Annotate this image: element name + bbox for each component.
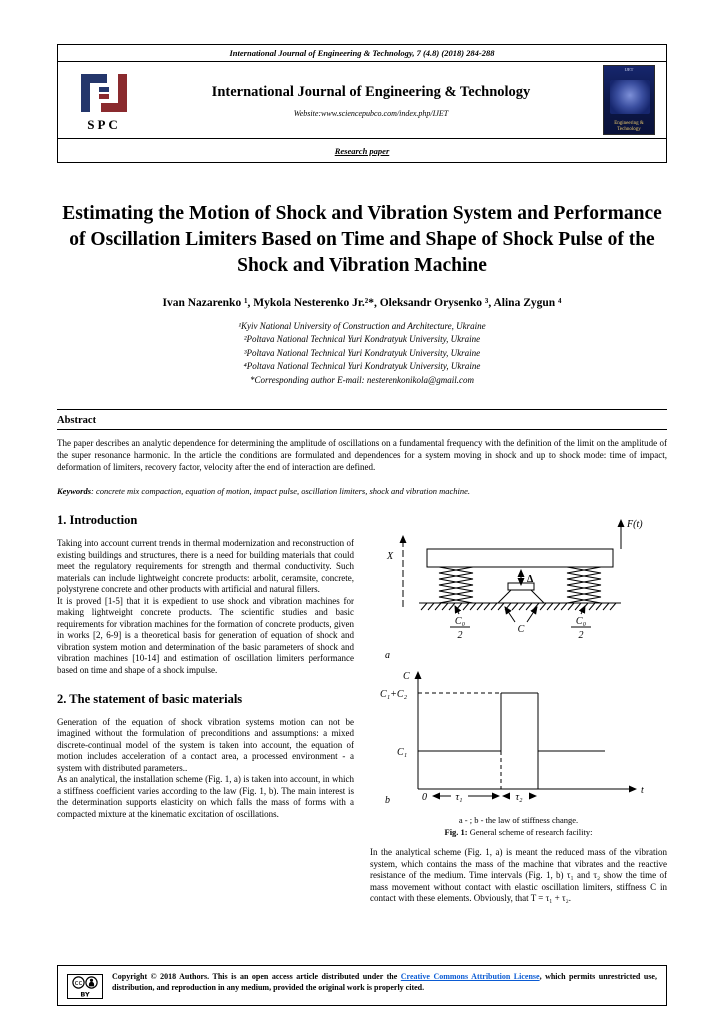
affiliations [57,320,667,388]
cc-by-text: BY [80,990,90,999]
copyright-text-after: , which permits unrestricted use, distribution, and reproduction in any medium, provided the original work is properly cited. [112,972,657,992]
left-stiffness-numerator: C₀ [454,616,465,628]
abstract-divider [57,429,667,430]
journal-title: International Journal of Engineering & Technology [211,84,531,100]
corresponding-author-line: *Corresponding author E-mail: nesterenkonikola@gmail.com [249,374,475,385]
time-axis-label: t [640,785,644,797]
contact-stiffness-label: C [517,624,524,636]
x-axis-label: X [386,551,393,563]
keywords-text: : concrete mix compaction, equation of motion, impact pulse, oscillation limiters, shock and vibration machine. [91,486,471,497]
abstract-heading: Abstract [57,415,97,427]
section-1-paragraph-1: Taking into account current trends in thermal modernization and reconstruction of existing buildings and structures, there is a need for building materials that could meet the regulatory requirements for strength and thermal conductivity. Such materials can include lightweight concrete products: arbolit, ceramsite, concrete, polystyrene concrete and other products with artificial and natural fillers. [57,538,354,595]
stiffness-axis-label: C [402,671,410,683]
figure-1a-scheme [373,511,665,663]
cover-title-text: Engineering & Technology [614,121,644,132]
copyright-text [112,972,657,994]
figure-caption-main [370,827,667,838]
force-label: F(t) [626,519,643,531]
section-1-paragraph-2: It is proved [1-5] that it is expedient to use shock and vibration machines for making lightweight concrete products. The scientific studies and basic requirements for vibration machines for the formation of concrete products, given in works [2, 6-9] is a theoretical basis for generation of equation of shock and vibration system motion and determination of the basic parameters of shock and vibration machines [10-14] and estimation of oscillation limiters performance based on time and shape of a shock impulse. [57,595,354,675]
cover-top-text: IJET [624,67,634,72]
affiliation-line: ¹Kyiv National University of Construction and Architecture, Ukraine [238,320,486,331]
abstract-heading-row [57,409,667,429]
figure-1-caption [370,815,667,838]
section-2-paragraph-1: Generation of the equation of shock vibration systems motion can not be imagined without the formulation of preconditions and assumptions: a mixed discrete-continual model of the system is taken into account, the equation of motion includes acceleration of a contact area, a processed environment - a system with distributed parameters.. [57,716,354,773]
section-2-heading: 2. The statement of basic materials [57,691,243,706]
tau1-label: τ₁ [454,792,463,804]
journal-website[interactable]: Website:www.sciencepubco.com/index.php/IJET [293,109,449,118]
publisher-logo [58,62,150,138]
affiliation-line: ²Poltava National Technical Yuri Kondratyuk University, Ukraine [243,334,481,345]
spc-logo-text: SPC [87,116,121,132]
copyright-text-before: Copyright © 2018 Authors. This is an open access article distributed under the [112,972,401,981]
right-stiffness-denominator: 2 [578,630,583,642]
keywords-line [57,486,667,496]
abstract-section [57,409,667,496]
figure-caption-subpanels: a - ; b - the law of stiffness change. [458,815,579,826]
figure-number-label: Fig. 1: [444,826,468,837]
figure-1b-plot [373,663,665,811]
delta-label: Δ [526,574,533,586]
left-column [57,511,354,905]
affiliation-line: ⁴Poltava National Technical Yuri Kondratyuk University, Ukraine [243,361,481,372]
right-column [370,511,667,905]
journal-header [57,44,667,163]
section-1-heading: 1. Introduction [57,513,138,528]
cover-artwork [610,80,650,114]
figure-caption-text: General scheme of research facility: [467,826,593,837]
origin-label: 0 [421,792,427,804]
right-stiffness-numerator: C₀ [575,616,586,628]
affiliation-line: ³Poltava National Technical Yuri Kondratyuk University, Ukraine [243,347,481,358]
keywords-label: Keywords [57,486,91,497]
c1-label: C₁ [396,747,407,759]
journal-cover-thumbnail [603,65,655,135]
right-column-paragraph: In the analytical scheme (Fig. 1, a) is meant the reduced mass of the vibration system, which contains the mass of the machine that vibrates and the reactive resistance of the medium. Time intervals (Fig. 1, b) τ₁ and τ₂ show the time of mass movement without contact with elastic oscillation limiters, stiffness C in contact with these elements. Obviously, that T = τ₁ + τ₂. [370,847,667,904]
cc-license-link[interactable]: Creative Commons Attribution License [400,972,540,981]
paper-type-label: Research paper [334,146,390,156]
cc-circle-text: cc [74,979,83,987]
copyright-footer [57,965,667,1006]
spc-logo-icon [75,70,133,116]
panel-b-tag: b [384,795,390,807]
c1-plus-c2-label: C₁+C₂ [379,689,407,701]
section-2-paragraph-2: As an analytical, the installation scheme (Fig. 1, a) is taken into account, in which a stiffness coefficient varies according to the law (Fig. 1, b). The main interest is the determination supports elasticity on which falls the mass of forms with a compacted mixture at the kinematic excitation of oscillations. [57,774,354,819]
authors-line: Ivan Nazarenko ¹, Mykola Nesterenko Jr.²*, Oleksandr Orysenko ³, Alina Zygun ⁴ [162,296,562,309]
panel-a-tag: a [384,650,390,662]
abstract-text: The paper describes an analytic dependence for determining the amplitude of oscillations on a fundamental frequency with the definition of the limit on the amplitude of the super resonance harmonic. In the article the conditions are formulated and dependences for a system moving in shock and up to shock mode: time of impact, deformation of limiters, recovery factor, velocity after the end of interaction are defined. [57,438,667,472]
journal-reference: International Journal of Engineering & Technology, 7 (4.8) (2018) 284-288 [58,45,666,62]
tau2-label: τ₂ [514,792,523,804]
figure-1 [370,511,667,838]
paper-type-row [58,138,666,162]
left-stiffness-denominator: 2 [457,630,462,642]
paper-title: Estimating the Motion of Shock and Vibration System and Performance of Oscillation Limiters Based on Time and Shape of Shock Pulse of the Shock and Vibration Machine [62,203,662,276]
cc-by-license-icon [67,974,103,999]
